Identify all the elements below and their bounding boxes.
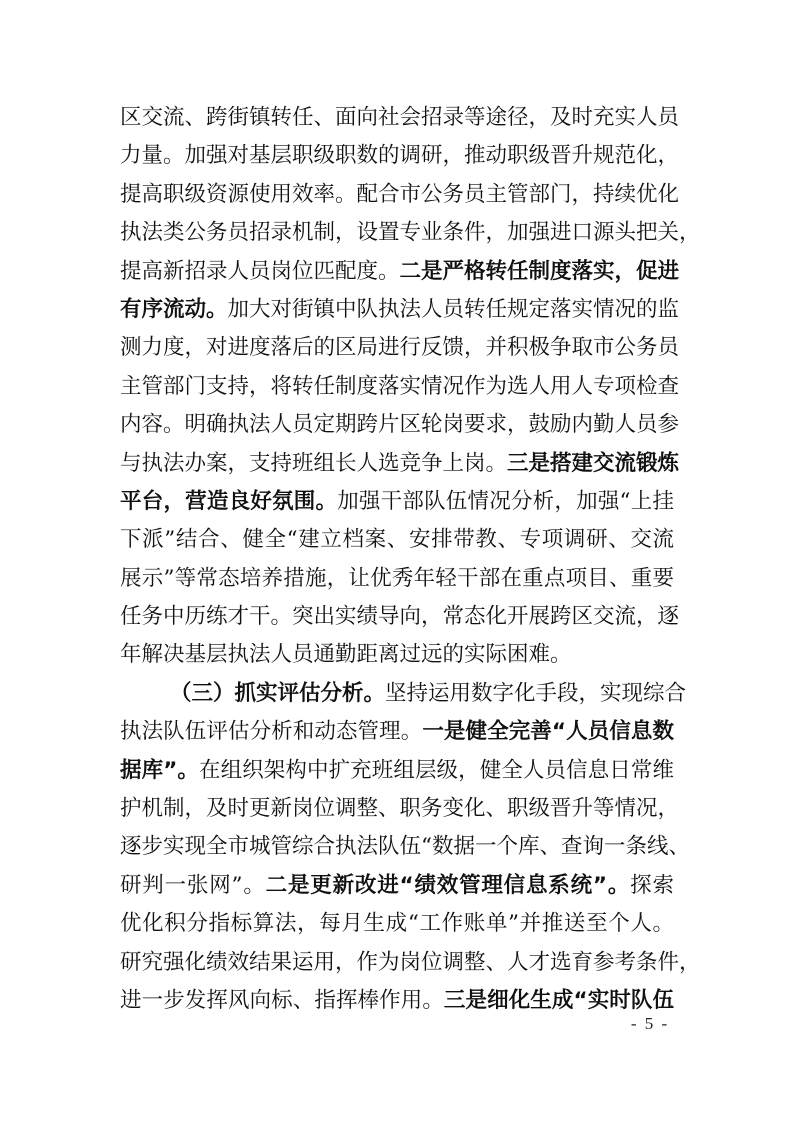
text-segment: 区交流、跨街镇转任、面向社会招录等途径，及时充实人员 (120, 105, 680, 130)
text-segment: 任务中历练才干。突出实绩导向，常态化开展跨区交流，逐 (120, 604, 680, 630)
text-segment: 展示”等常态培养措施，让优秀年轻干部在重点项目、重要 (120, 565, 674, 591)
text-line (120, 867, 674, 905)
text-segment: 逐步实现全市城管综合执法队伍“数据一个库、查询一条线、 (120, 834, 690, 860)
text-segment: 优化积分指标算法，每月生成“工作账单”并推送至个人。 (120, 911, 674, 937)
text-segment: 执法队伍评估分析和动态管理。 (120, 719, 423, 745)
text-segment: 加强干部队伍情况分析，加强“上挂 (337, 488, 674, 514)
bold-text-segment: 三是细化生成“实时队伍 (443, 987, 674, 1013)
text-line (120, 406, 680, 444)
text-line (120, 99, 680, 137)
text-line (120, 521, 674, 559)
text-segment: 提高职级资源使用效率。配合市公务员主管部门，持续优化 (120, 181, 680, 207)
text-segment: 下派”结合、健全“建立档案、安排带教、专项调研、交流 (120, 527, 674, 553)
text-line (120, 368, 680, 406)
text-line (120, 253, 680, 291)
text-line (120, 982, 674, 1020)
bold-text-segment: 据库”。 (120, 757, 200, 783)
document-body (120, 99, 701, 1020)
text-segment: 护机制，及时更新岗位调整、职务变化、职级晋升等情况， (120, 796, 680, 822)
bold-text-segment: 平台，营造良好氛围。 (120, 488, 338, 514)
bold-text-segment: （三）抓实评估分析。 (170, 680, 386, 706)
text-segment: 内容。明确执法人员定期跨片区轮岗要求，鼓励内勤人员参 (120, 412, 680, 438)
text-line (120, 598, 680, 636)
text-segment: 坚持运用数字化手段，实现综合 (385, 680, 687, 706)
text-line (120, 483, 674, 521)
text-segment: 在组织架构中扩充班组层级，健全人员信息日常维 (199, 757, 674, 783)
text-segment: 测力度，对进度落后的区局进行反馈，并积极争取市公务员 (120, 335, 680, 361)
text-segment: 进一步发挥风向标、指挥棒作用。 (120, 987, 444, 1013)
bold-text-segment: 二是严格转任制度落实，促进 (399, 258, 680, 284)
text-line (120, 176, 680, 214)
text-segment: 执法类公务员招录机制，设置专业条件，加强进口源头把关， (120, 220, 701, 246)
text-line (120, 560, 674, 598)
text-line (120, 944, 701, 982)
text-line (120, 790, 680, 828)
bold-text-segment: 三是搭建交流锻炼 (507, 450, 680, 476)
bold-text-segment: 有序流动。 (120, 296, 228, 322)
text-segment: 力量。加强对基层职级职数的调研，推动职级晋升规范化， (120, 143, 680, 169)
text-line (120, 713, 674, 751)
text-line (120, 214, 701, 252)
text-line (120, 445, 680, 483)
text-segment: 研判一张网”。 (120, 872, 266, 898)
text-line (120, 675, 687, 713)
text-segment: 提高新招录人员岗位匹配度。 (120, 258, 400, 284)
text-line (120, 828, 690, 866)
text-line (120, 291, 680, 329)
text-line (120, 636, 674, 674)
page-number: - 5 - (630, 1014, 670, 1033)
bold-text-segment: 二是更新改进“绩效管理信息系统”。 (265, 872, 631, 898)
text-segment: 研究强化绩效结果运用，作为岗位调整、人才选育参考条件， (120, 949, 701, 975)
bold-text-segment: 一是健全完善“人员信息数 (422, 719, 674, 745)
text-segment: 探索 (630, 872, 674, 898)
text-line (120, 329, 680, 367)
text-line (120, 137, 680, 175)
text-line (120, 905, 674, 943)
text-line (120, 752, 674, 790)
text-segment: 与执法办案，支持班组长人选竞争上岗。 (120, 450, 508, 476)
text-segment: 年解决基层执法人员通勤距离过远的实际困难。 (120, 642, 572, 668)
text-segment: 加大对街镇中队执法人员转任规定落实情况的监 (227, 296, 680, 322)
text-segment: 主管部门支持，将转任制度落实情况作为选人用人专项检查 (120, 373, 680, 399)
